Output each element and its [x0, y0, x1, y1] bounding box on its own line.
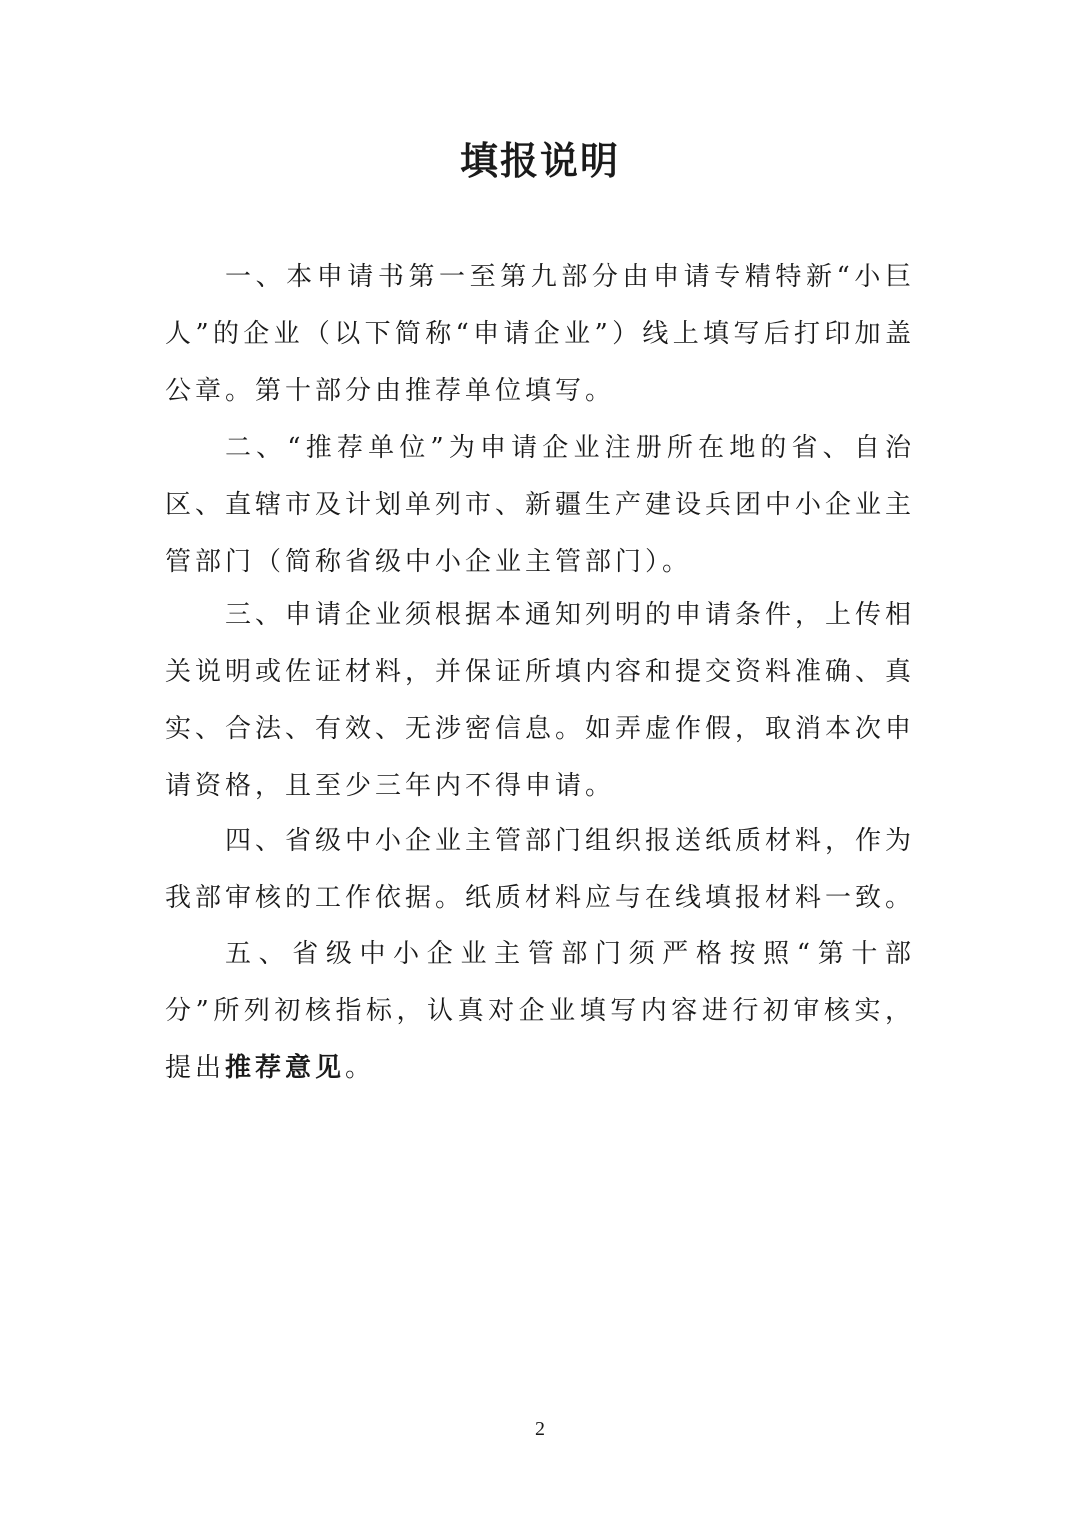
document-title: 填报说明: [459, 138, 620, 183]
paragraph-5-bold-text: 推荐意见: [225, 1053, 346, 1083]
paragraph-2: 二、“推荐单位”为申请企业注册所在地的省、自治区、直辖市及计划单列市、新疆生产建设兵团中小企业主管部门（简称省级中小企业主管部门）。: [165, 433, 916, 577]
paragraph-5-text: 五、省级中小企业主管部门须严格按照“第十部分”所列初核指标，认真对企业填写内容进行初审核实，提出: [165, 939, 915, 1083]
paragraph-1: 一、本申请书第一至第九部分由申请专精特新“小巨人”的企业（以下简称“申请企业”）线上填写后打印加盖公章。第十部分由推荐单位填写。: [165, 262, 915, 406]
paragraph-3: 三、申请企业须根据本通知列明的申请条件，上传相关说明或佐证材料，并保证所填内容和提交资料准确、真实、合法、有效、无涉密信息。如弄虚作假，取消本次申请资格，且至少三年内不得申请。: [165, 600, 916, 801]
page-number: 2: [535, 1418, 545, 1440]
paragraph-5: [165, 926, 915, 1097]
paragraph-5-end: 。: [345, 1053, 376, 1083]
paragraph-4: 四、省级中小企业主管部门组织报送纸质材料，作为我部审核的工作依据。纸质材料应与在线填报材料一致。: [165, 826, 916, 913]
